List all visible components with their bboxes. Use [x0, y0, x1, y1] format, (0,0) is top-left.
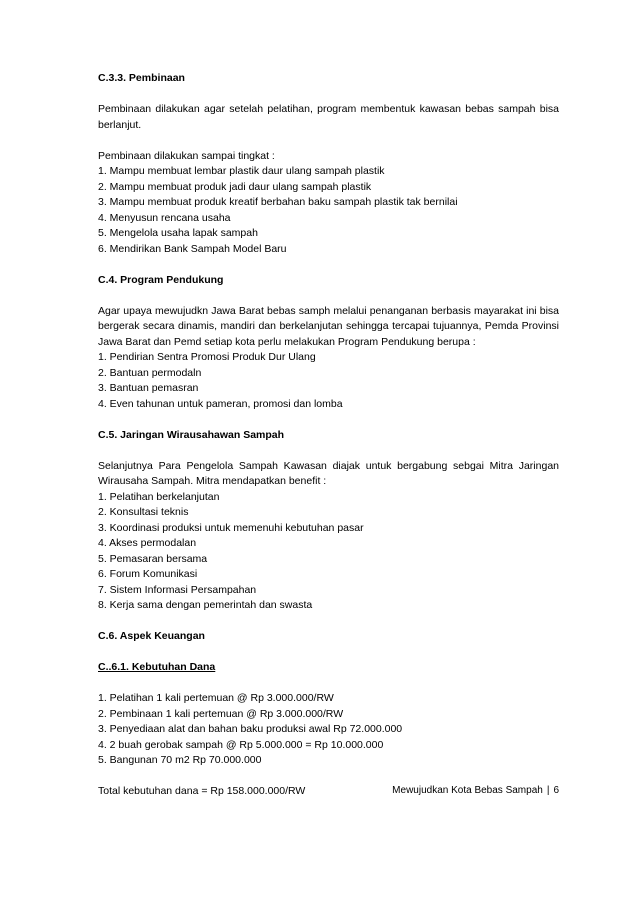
list-item: 1. Pelatihan berkelanjutan [98, 490, 220, 503]
footer-title: Mewujudkan Kota Bebas Sampah [392, 785, 543, 796]
total-funds: Total kebutuhan dana = Rp 158.000.000/RW [98, 785, 306, 797]
list-item: 1. Pelatihan 1 kali pertemuan @ Rp 3.000.000/RW [98, 692, 334, 704]
list-item: 5. Bangunan 70 m2 Rp 70.000.000 [98, 754, 262, 766]
section-heading-c5: C.5. Jaringan Wirausahawan Sampah [98, 428, 285, 441]
list-item: 2. Pembinaan 1 kali pertemuan @ Rp 3.000.000/RW [98, 707, 344, 720]
section-heading-c6: C.6. Aspek Keuangan [98, 630, 205, 642]
section-intro-c33: Pembinaan dilakukan agar setelah pelatihan, program membentuk kawasan bebas sampah bisa berlanjut. [98, 103, 559, 131]
list-item: 7. Sistem Informasi Persampahan [98, 583, 257, 596]
list-item: 3. Mampu membuat produk kreatif berbahan baku sampah plastik tak bernilai [98, 196, 458, 208]
page-number: 6 [553, 785, 559, 796]
list-item: 5. Mengelola usaha lapak sampah [98, 227, 258, 239]
document-page [98, 71, 559, 800]
list-item: 8. Kerja sama dengan pemerintah dan swasta [98, 599, 313, 611]
list-c5 [98, 490, 559, 614]
list-item: 3. Koordinasi produksi untuk memenuhi kebutuhan pasar [98, 521, 364, 534]
section-heading-c33: C.3.3. Pembinaan [98, 72, 185, 84]
list-item: 4. Menyusun rencana usaha [98, 211, 231, 224]
list-item: 6. Mendirikan Bank Sampah Model Baru [98, 242, 287, 255]
list-c33 [98, 164, 559, 257]
section-intro-c5: Selanjutnya Para Pengelola Sampah Kawasan diajak untuk bergabung sebgai Mitra Jaringan Wirausaha Sampah. Mitra mendapatkan benefit : [98, 459, 559, 487]
list-item: 2. Konsultasi teknis [98, 506, 189, 518]
page-footer [392, 785, 559, 796]
list-item: 6. Forum Komunikasi [98, 568, 198, 580]
list-item: 2. Bantuan permodaln [98, 366, 202, 379]
list-item: 5. Pemasaran bersama [98, 552, 208, 565]
list-item: 1. Pendirian Sentra Promosi Produk Dur Ulang [98, 351, 316, 363]
section-heading-c4: C.4. Program Pendukung [98, 273, 224, 286]
section-lead-c33: Pembinaan dilakukan sampai tingkat : [98, 149, 275, 162]
list-item: 1. Mampu membuat lembar plastik daur ulang sampah plastik [98, 165, 385, 177]
list-c61 [98, 691, 559, 769]
list-item: 3. Penyediaan alat dan bahan baku produksi awal Rp 72.000.000 [98, 723, 403, 735]
list-c4 [98, 350, 559, 412]
list-item: 2. Mampu membuat produk jadi daur ulang sampah plastik [98, 180, 372, 193]
list-item: 4. 2 buah gerobak sampah @ Rp 5.000.000 = Rp 10.000.000 [98, 738, 384, 751]
list-item: 4. Akses permodalan [98, 537, 197, 549]
list-item: 4. Even tahunan untuk pameran, promosi dan lomba [98, 397, 343, 410]
subsection-heading-text: C..6.1. Kebutuhan Dana [98, 661, 216, 673]
footer-separator: | [546, 785, 550, 796]
list-item: 3. Bantuan pemasran [98, 382, 199, 394]
section-intro-c4: Agar upaya mewujudkn Jawa Barat bebas samph melalui penanganan berbasis mayarakat ini bisa bergerak secara dinamis, mandiri dan berkelanjutan sehingga tercapai tujuannya, Pemda Provinsi Jawa Barat dan Pemd setiap kota perlu melakukan Program Pendukung berupa : [98, 304, 559, 348]
subsection-heading-c61 [98, 660, 559, 676]
